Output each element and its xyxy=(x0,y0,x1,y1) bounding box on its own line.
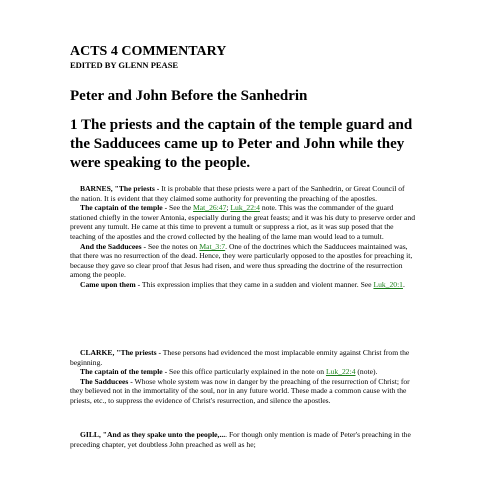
barnes-paragraph xyxy=(70,203,415,241)
commentary-lead: Came upon them - xyxy=(80,279,141,289)
barnes-paragraph xyxy=(70,184,415,203)
commentary-text: . One of the doctrines which the Sadducees maintained was, that there was no resurrection of the dead. Hence, they were particularly opposed to the apostles for preaching it, because they gave so clear proof that Jesus had risen, and were thus spreading the doctrine of the resurrection among the people. xyxy=(70,241,413,280)
clarke-paragraph xyxy=(70,348,415,367)
commentary-text: It is probable that these priests were a part of the Sanhedrin, or Great Council of the nation. It is evident that they claimed some authority for preventing the preaching of the apostles. xyxy=(70,184,405,203)
commentary-text: See the xyxy=(167,203,194,213)
scripture-link[interactable]: Mat_26:47 xyxy=(193,203,227,213)
commentary-lead: And the Sadducees - xyxy=(80,241,147,251)
commentary-text: note. This was the commander of the guard stationed chiefly in the tower Antonia, especially during the great feasts; and it was his duty to preserve order and prevent any tumult. He came at this time to prevent a tumult or suppress a riot, as it was sup posed that the teaching of the apostles and the crowd collected by the healing of the lame man would lead to a tumult. xyxy=(70,203,415,241)
commentary-text: (note). xyxy=(355,367,378,377)
commentary-lead: BARNES, "The priests - xyxy=(80,184,160,193)
verse-heading: 1 The priests and the captain of the temple guard and the Sadducees came up to Peter and John while they were speaking to the people. xyxy=(70,117,413,171)
barnes-paragraph xyxy=(70,280,415,290)
commentary-text: See the notes on xyxy=(146,241,200,251)
commentary-text: These persons had evidenced the most implacable enmity against Christ from the beginning. xyxy=(70,348,410,367)
commentary-lead: CLARKE, "The priests - xyxy=(80,348,161,357)
section-heading: Peter and John Before the Sanhedrin xyxy=(70,88,308,104)
clarke-paragraph xyxy=(70,377,415,406)
scripture-link[interactable]: Luk_22:4 xyxy=(230,203,260,213)
editor-credit: EDITED BY GLENN PEASE xyxy=(70,60,179,70)
clarke-paragraph xyxy=(70,367,415,377)
commentary-text: ; xyxy=(226,203,231,213)
commentary-lead: GILL, "And as they spake unto the people,... xyxy=(80,430,226,439)
commentary-text: This expression implies that they came in a sudden and violent manner. See xyxy=(140,279,374,289)
commentary-lead: The captain of the temple - xyxy=(80,203,168,213)
document-title: ACTS 4 COMMENTARY xyxy=(70,44,227,59)
scripture-link[interactable]: Mat_3:7 xyxy=(199,241,226,251)
gill-commentary xyxy=(70,430,415,449)
gill-paragraph xyxy=(70,430,415,449)
commentary-text: . xyxy=(402,279,405,289)
clarke-commentary xyxy=(70,348,415,406)
commentary-text: . For though only mention is made of Peter's preaching in the preceding chapter, yet doubtless John preached as well as he; xyxy=(70,430,411,449)
scripture-link[interactable]: Luk_20:1 xyxy=(373,279,403,289)
barnes-commentary xyxy=(70,184,415,290)
commentary-text: Whose whole system was now in danger by the preaching of the resurrection of Christ; for they believed not in the immortality of the soul, nor in any future world. These made a common cause with the priests, etc., to suppress the evidence of Christ's resurrection, and silence the apostles. xyxy=(70,376,410,405)
commentary-lead: The captain of the temple - xyxy=(80,367,168,377)
scripture-link[interactable]: Luk_22:4 xyxy=(325,367,356,377)
barnes-paragraph xyxy=(70,242,415,280)
commentary-text: See this office particularly explained in the note on xyxy=(167,367,326,377)
commentary-lead: The Sadducees - xyxy=(80,376,133,386)
